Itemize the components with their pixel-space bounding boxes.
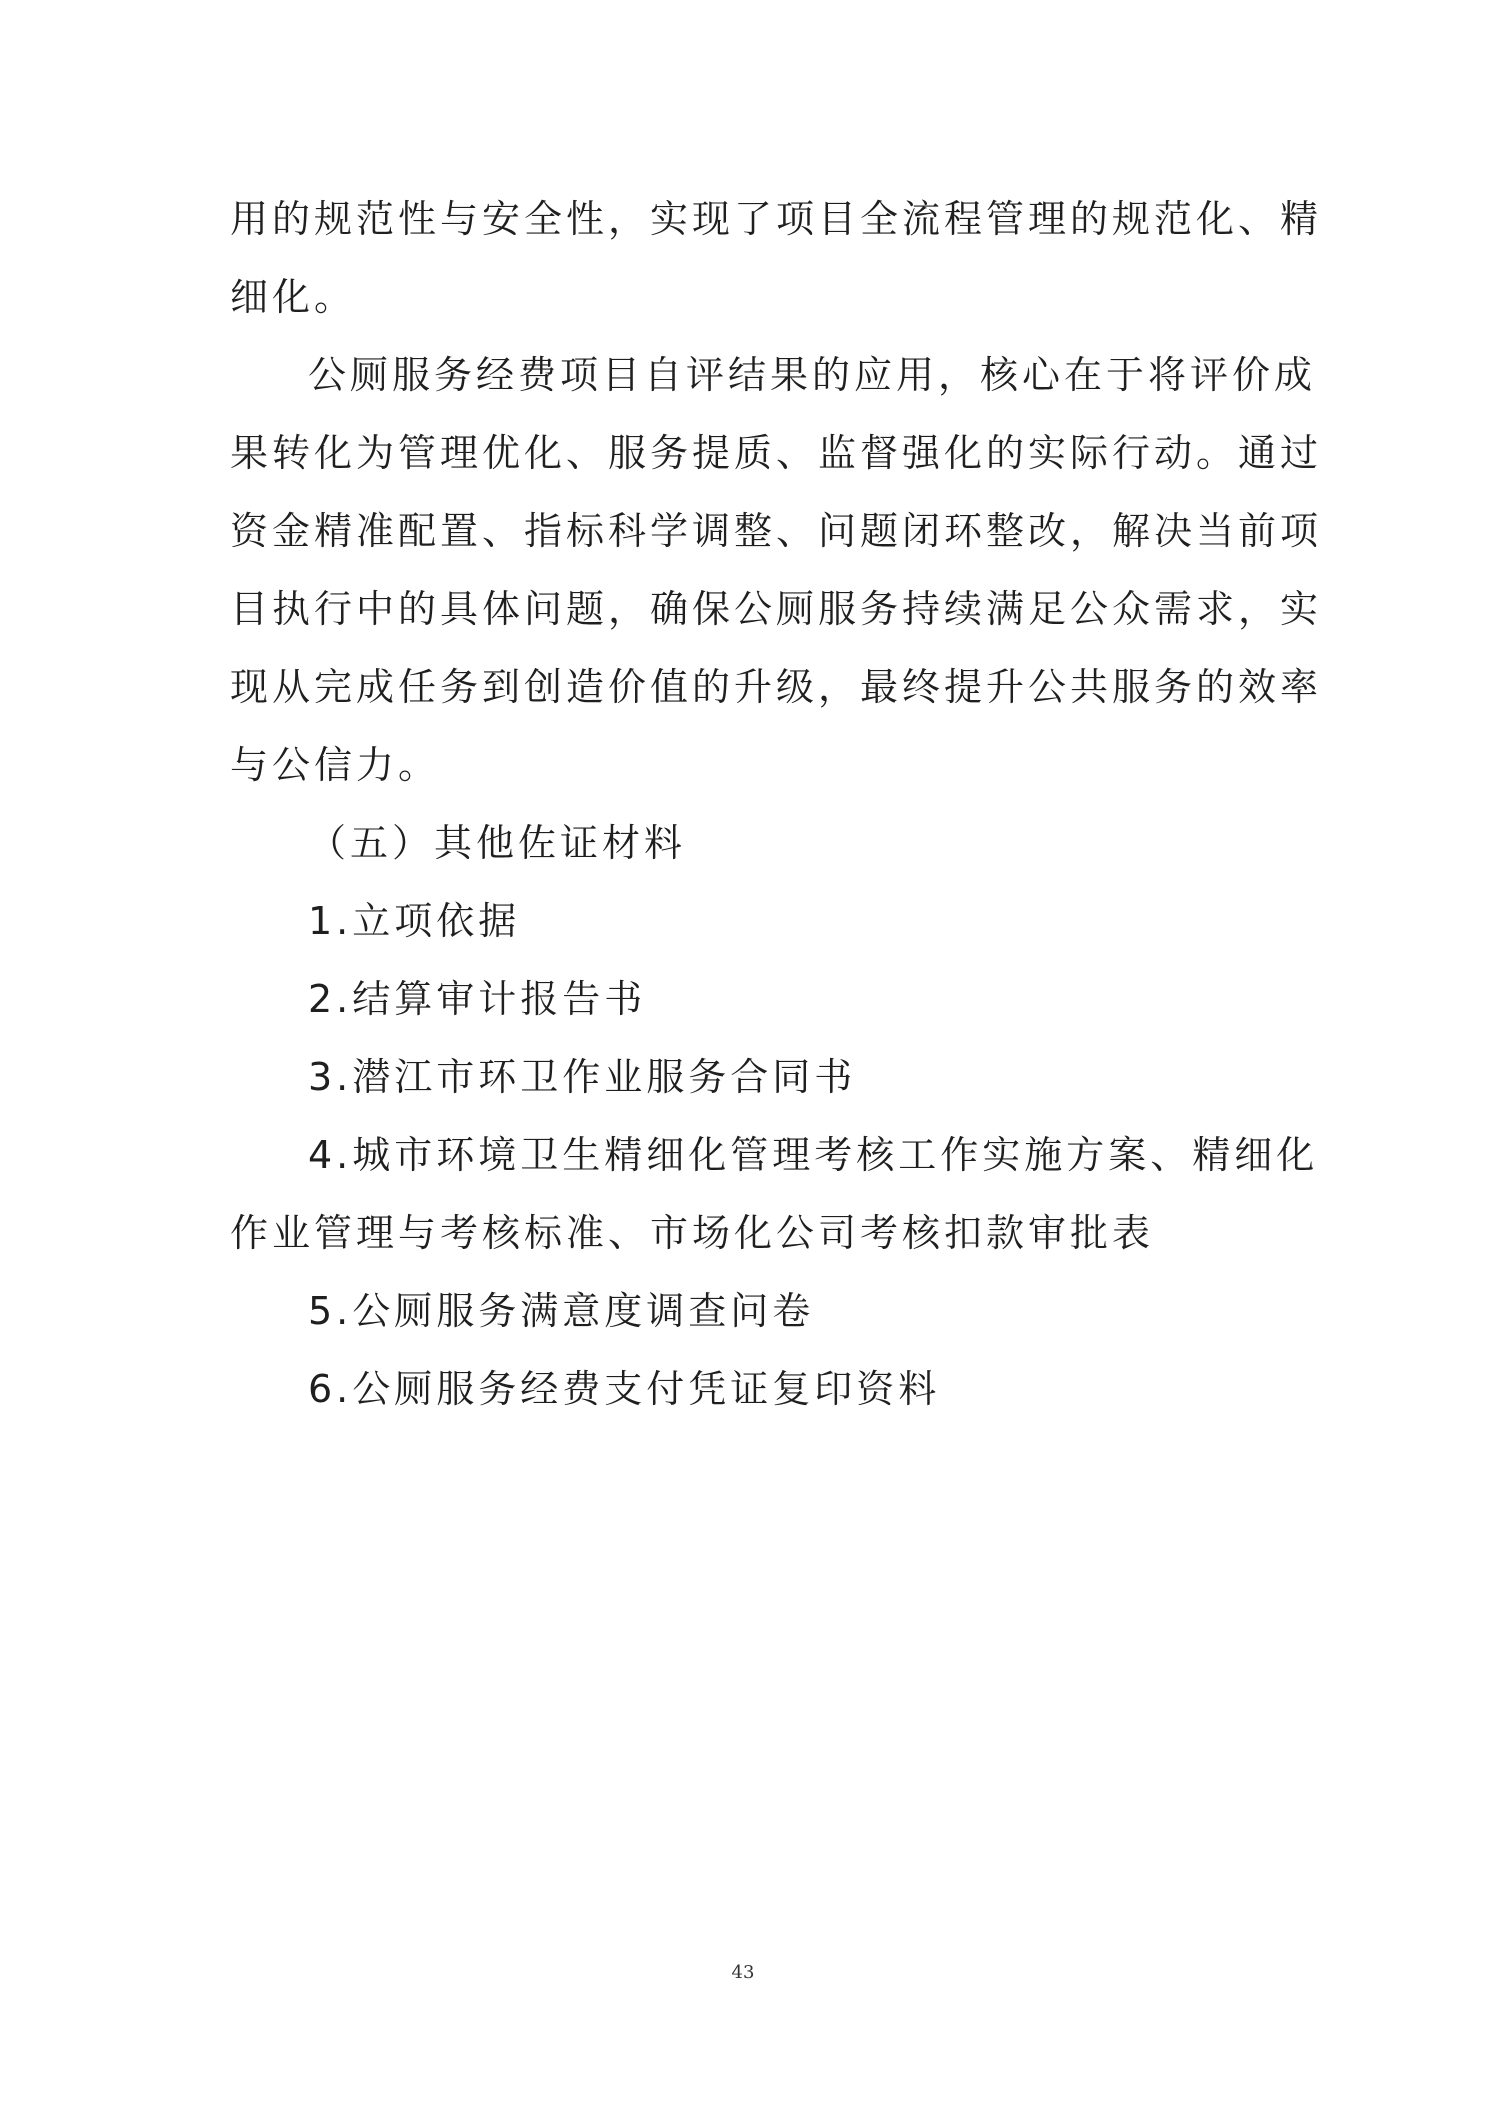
document-body: [230, 180, 1323, 1428]
paragraph-line: 公厕服务经费项目自评结果的应用，核心在于将评价成: [308, 353, 1317, 397]
paragraph-line: 与公信力。: [230, 743, 441, 787]
list-item: 4.城市环境卫生精细化管理考核工作实施方案、精细化: [308, 1133, 1319, 1177]
list-item: 1.立项依据: [308, 899, 521, 943]
paragraph-line: 用的规范性与安全性，实现了项目全流程管理的规范化、精: [230, 197, 1323, 241]
paragraph-line: 现从完成任务到创造价值的升级，最终提升公共服务的效率: [230, 665, 1323, 709]
list-item: 2.结算审计报告书: [308, 977, 647, 1021]
paragraph-line: 资金精准配置、指标科学调整、问题闭环整改，解决当前项: [230, 509, 1323, 553]
list-item: 3.潜江市环卫作业服务合同书: [308, 1055, 857, 1099]
list-item-continuation: 作业管理与考核标准、市场化公司考核扣款审批表: [230, 1211, 1155, 1255]
paragraph-line: 果转化为管理优化、服务提质、监督强化的实际行动。通过: [230, 431, 1323, 475]
list-item: 5.公厕服务满意度调查问卷: [308, 1289, 815, 1333]
list-item: 6.公厕服务经费支付凭证复印资料: [308, 1367, 941, 1411]
page-number: 43: [731, 1962, 755, 1983]
section-heading: （五）其他佐证材料: [308, 821, 687, 865]
paragraph-line: 目执行中的具体问题，确保公厕服务持续满足公众需求，实: [230, 587, 1323, 631]
paragraph-line: 细化。: [230, 275, 357, 319]
